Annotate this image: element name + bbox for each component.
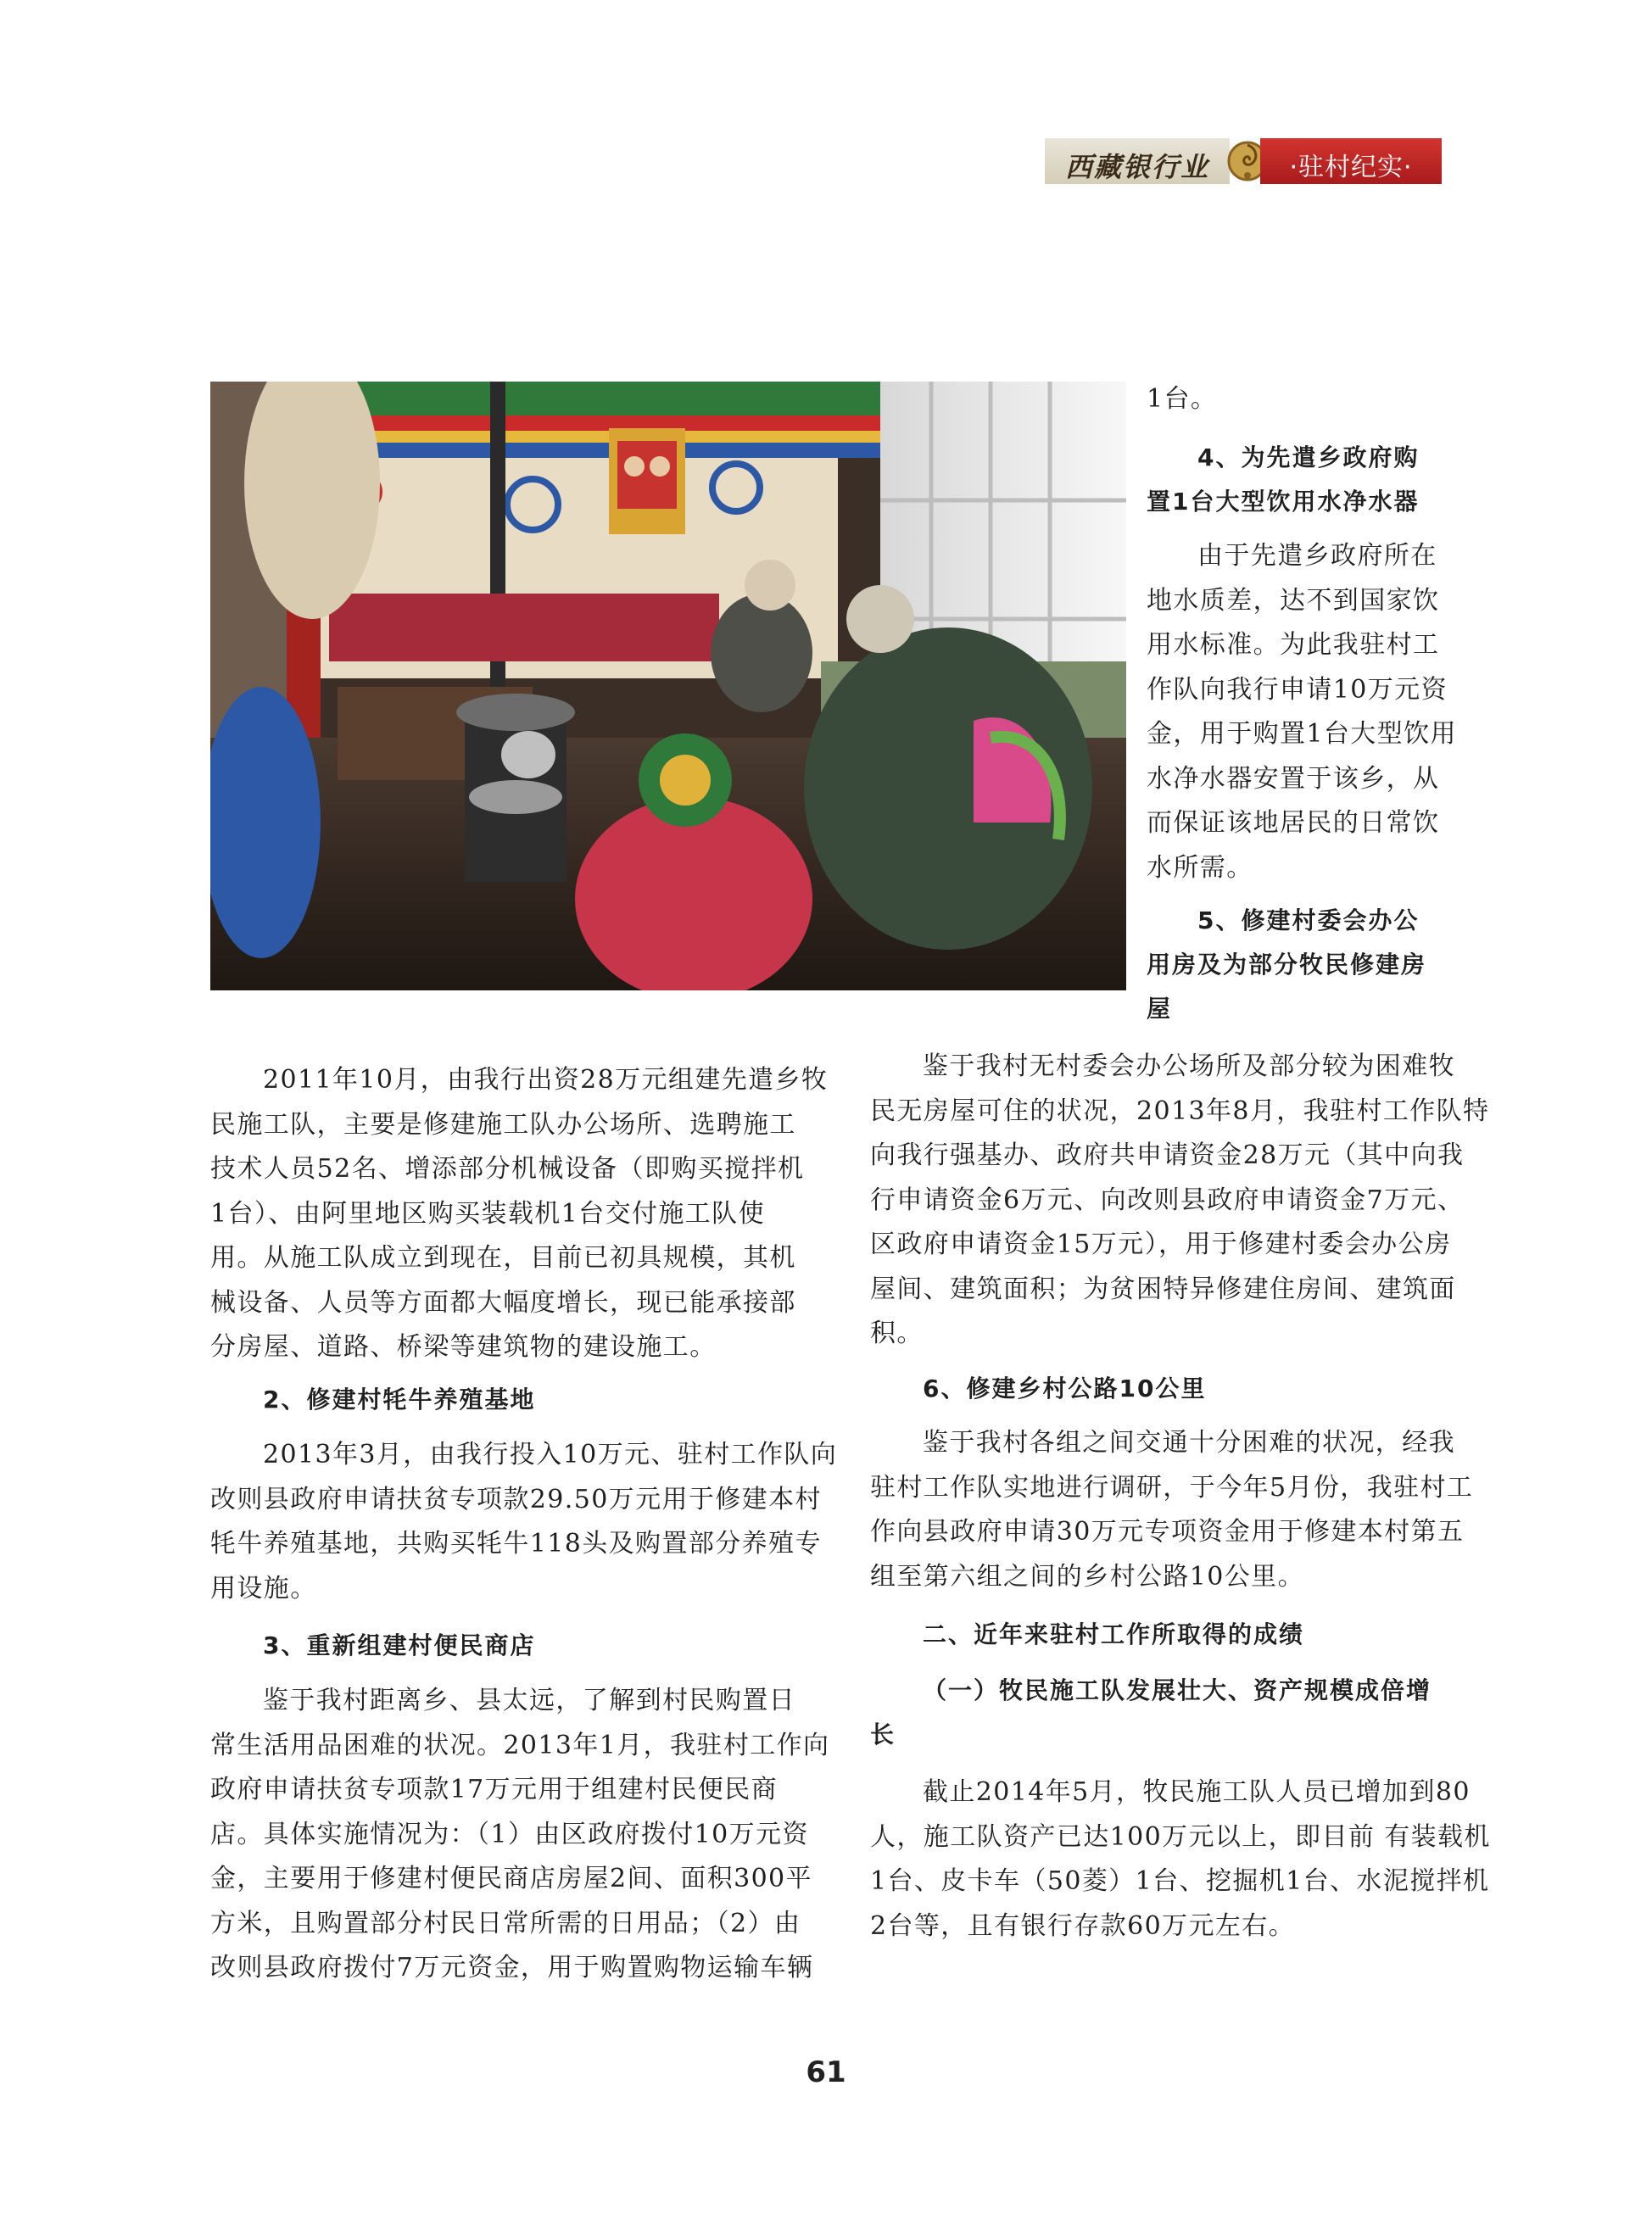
text-line: 改则县政府拨付7万元资金，用于购置购物运输车辆 [210,1953,814,1982]
text-line: 行申请资金6万元、向改则县政府申请资金7万元、 [870,1185,1465,1215]
text-line: 1台、皮卡车（50菱）1台、挖掘机1台、水泥搅拌机 [870,1866,1490,1896]
text-line: 作向县政府申请30万元专项资金用于修建本村第五 [870,1517,1465,1547]
text-line: 民无房屋可住的状况，2013年8月，我驻村工作队特 [870,1096,1490,1126]
continuation-text: 1台。 [1147,384,1218,414]
text-line: 人，施工队资产已达100万元以上，即目前 有装载机 [870,1821,1491,1852]
page-number: 61 [806,2055,846,2089]
photo-tent-interior [210,382,1126,990]
text-line: 积。 [870,1319,924,1348]
text-line: 用设施。 [210,1573,317,1603]
publication-title: 西藏银行业 [1064,151,1209,183]
text-line: 方米，且购置部分村民日常所需的日用品；（2）由 [210,1908,801,1938]
text-line: 鉴于我村各组之间交通十分困难的状况，经我 [923,1428,1455,1458]
left-paragraph-3 [210,1679,829,1991]
text-line: 1台）、由阿里地区购买装载机1台交付施工队使 [210,1198,765,1229]
text-line: 用水标准。为此我驻村工 [1147,630,1440,660]
text-line: 水所需。 [1147,852,1253,883]
text-line: 金，主要用于修建村便民商店房屋2间、面积300平 [210,1864,812,1893]
section-title: ·驻村纪实· [1289,153,1413,182]
section-2-heading: 二、近年来驻村工作所取得的成绩 [923,1620,1305,1648]
right-paragraph-sub1 [870,1771,1491,1949]
left-paragraph-2 [210,1433,837,1611]
subsection-1-heading-line1: （一）牧民施工队发展壮大、资产规模成倍增 [923,1676,1432,1704]
text-line: 由于先遣乡政府所在 [1197,541,1437,571]
text-line: 店。具体实施情况为：（1）由区政府拨付10万元资 [210,1819,809,1849]
item5-heading-line2: 用房及为部分牧民修建房 [1147,951,1427,979]
text-line: 改则县政府申请扶贫专项款29.50万元用于修建本村 [210,1484,822,1514]
text-line: 向我行强基办、政府共申请资金28万元（其中向我 [870,1140,1465,1170]
text-line: 政府申请扶贫专项款17万元用于组建村民便民商 [210,1775,778,1804]
text-line: 区政府申请资金15万元），用于修建村委会办公房 [870,1230,1452,1259]
text-line: 屋间、建筑面积；为贫困特异修建住房间、建筑面 [870,1274,1456,1304]
heading-2: 2、修建村牦牛养殖基地 [263,1386,536,1414]
item4-paragraph [1147,534,1457,890]
text-line: 2013年3月，由我行投入10万元、驻村工作队向 [263,1440,838,1469]
text-line: 水净水器安置于该乡，从 [1147,763,1440,794]
item4-heading-line1: 4、为先遣乡政府购 [1197,443,1420,471]
text-line: 械设备、人员等方面都大幅度增长，现已能承接部 [210,1287,796,1318]
text-line: 鉴于我村距离乡、县太远，了解到村民购置日 [263,1686,795,1715]
left-paragraph-1 [210,1058,828,1370]
publication-logo [1045,138,1230,184]
text-line: 金，用于购置1台大型饮用 [1147,719,1457,749]
text-line: 牦牛养殖基地，共购买牦牛118头及购置部分养殖专 [210,1529,822,1559]
header-banner [1045,138,1442,184]
section-label [1260,138,1442,184]
text-line: 用。从施工队成立到现在，目前已初具规模，其机 [210,1243,796,1273]
text-line: 技术人员52名、增添部分机械设备（即购买搅拌机 [210,1154,805,1184]
text-line: 2011年10月，由我行出资28万元组建先遣乡牧 [263,1065,829,1095]
photo-illustration [210,382,1126,990]
right-paragraph-5 [870,1045,1489,1357]
text-line: 而保证该地居民的日常饮 [1147,808,1440,838]
item4-heading-line2: 置1台大型饮用水净水器 [1147,488,1420,516]
text-line: 地水质差，达不到国家饮 [1147,585,1440,616]
text-line: 驻村工作队实地进行调研，于今年5月份，我驻村工 [870,1472,1474,1503]
right-paragraph-6 [870,1421,1473,1599]
text-line: 组至第六组之间的乡村公路10公里。 [870,1561,1304,1592]
heading-3: 3、重新组建村便民商店 [263,1631,536,1659]
text-line: 作队向我行申请10万元资 [1147,674,1448,705]
text-line: 鉴于我村无村委会办公场所及部分较为困难牧 [923,1051,1455,1081]
text-line: 2台等，且有银行存款60万元左右。 [870,1910,1296,1941]
subsection-1-heading-line2: 长 [870,1720,896,1748]
text-line: 民施工队，主要是修建施工队办公场所、选聘施工 [210,1109,796,1140]
item5-heading-line1: 5、修建村委会办公 [1197,906,1420,934]
text-line: 分房屋、道路、桥梁等建筑物的建设施工。 [210,1332,717,1362]
text-line: 截止2014年5月，牧民施工队人员已增加到80 [923,1777,1471,1807]
text-line: 常生活用品困难的状况。2013年1月，我驻村工作向 [210,1730,830,1760]
heading-6: 6、修建乡村公路10公里 [923,1375,1207,1402]
item5-heading-line3: 屋 [1147,995,1173,1023]
